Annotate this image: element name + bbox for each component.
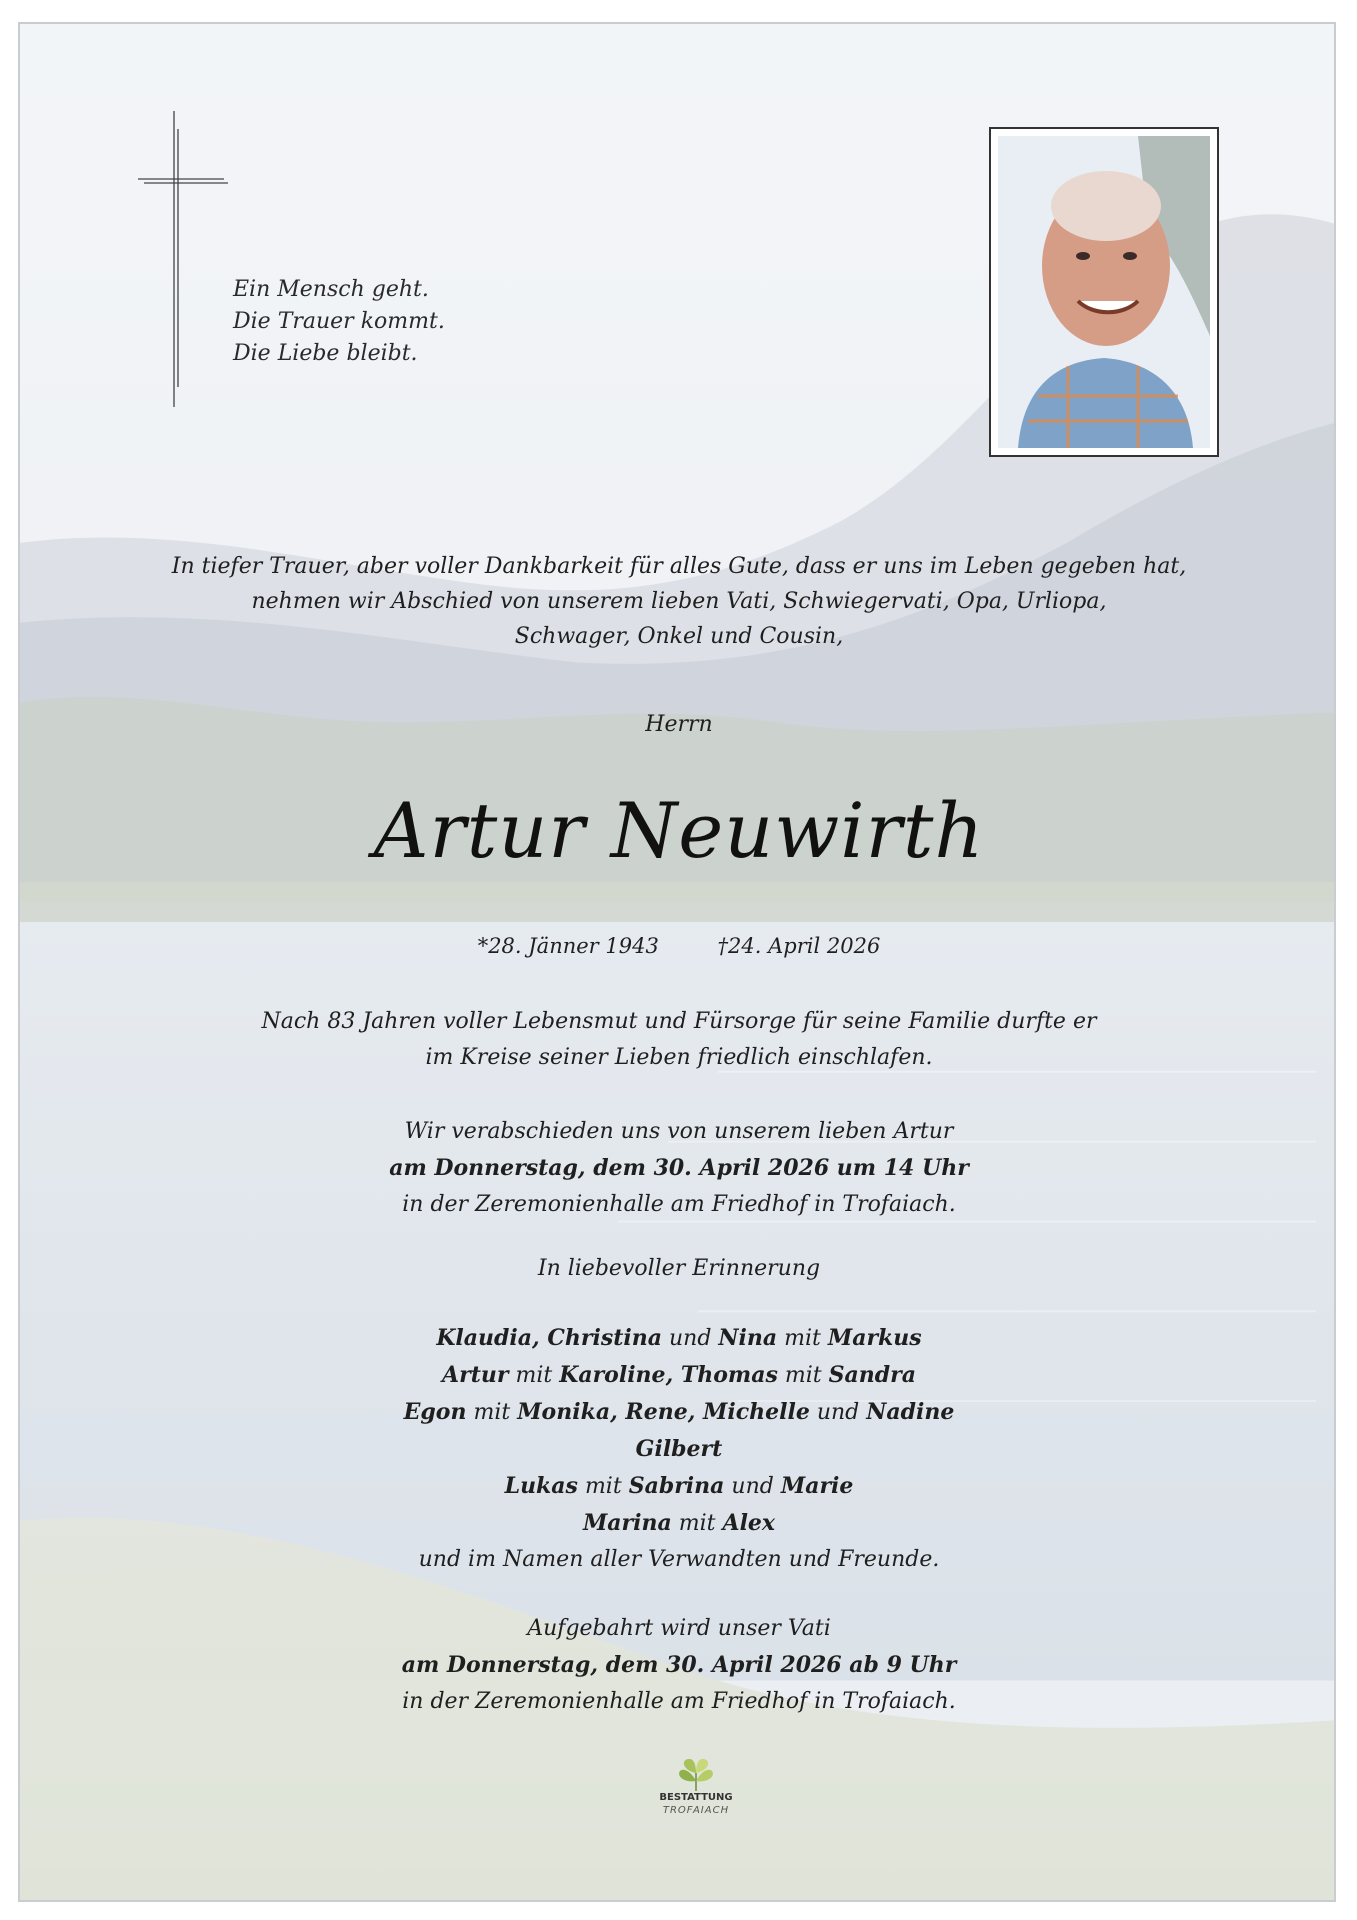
wake-location: in der Zeremonienhalle am Friedhof in Trofaiach. xyxy=(402,1689,956,1714)
logo-line-1: BESTATTUNG xyxy=(659,1792,733,1803)
intro-text xyxy=(20,549,1336,654)
family-row: Marina mit Alex xyxy=(582,1510,776,1536)
logo-line-2: TROFAIACH xyxy=(662,1805,730,1816)
person-portrait-icon xyxy=(998,136,1210,448)
intro-line-1: In tiefer Trauer, aber voller Dankbarkeit für alles Gute, dass er uns im Leben gegeben hat, xyxy=(171,554,1187,579)
portrait-photo xyxy=(989,127,1219,457)
funeral-info xyxy=(20,1114,1336,1223)
family-row: Klaudia, Christina und Nina mit Markus xyxy=(436,1325,922,1351)
life-dates xyxy=(20,934,1336,958)
life-line-1: Nach 83 Jahren voller Lebensmut und Fürsorge für seine Familie durfte er xyxy=(261,1009,1097,1034)
funeral-line-1: Wir verabschieden uns von unserem lieben Artur xyxy=(404,1119,954,1144)
family-row: Gilbert xyxy=(635,1436,723,1462)
funeral-home-logo xyxy=(636,1759,756,1819)
obituary-card xyxy=(18,22,1336,1902)
family-row: Egon mit Monika, Rene, Michelle und Nadine xyxy=(403,1399,955,1425)
wake-line-1: Aufgebahrt wird unser Vati xyxy=(527,1616,831,1641)
life-line-2: im Kreise seiner Lieben friedlich einschlafen. xyxy=(425,1045,933,1070)
family-closing: und im Namen aller Verwandten und Freunde. xyxy=(418,1547,940,1572)
cross-icon xyxy=(138,109,228,409)
wake-info xyxy=(20,1611,1336,1720)
motto-line-3: Die Liebe bleibt. xyxy=(233,341,418,366)
funeral-date: am Donnerstag, dem 30. April 2026 um 14 Uhr xyxy=(389,1155,969,1181)
wake-date: am Donnerstag, dem 30. April 2026 ab 9 Uhr xyxy=(401,1652,957,1678)
motto-line-2: Die Trauer kommt. xyxy=(233,309,445,334)
ginkgo-leaf-icon xyxy=(636,1759,756,1793)
death-date: †24. April 2026 xyxy=(717,934,881,958)
intro-line-2: nehmen wir Abschied von unserem lieben Vati, Schwiegervati, Opa, Urliopa, xyxy=(251,589,1107,614)
family-row: Artur mit Karoline, Thomas mit Sandra xyxy=(442,1362,916,1388)
birth-date: *28. Jänner 1943 xyxy=(477,934,659,958)
motto-line-1: Ein Mensch geht. xyxy=(233,277,429,302)
funeral-location: in der Zeremonienhalle am Friedhof in Trofaiach. xyxy=(402,1192,956,1217)
intro-line-3: Schwager, Onkel und Cousin, xyxy=(514,624,844,649)
life-text xyxy=(20,1004,1336,1076)
family-row: Lukas mit Sabrina und Marie xyxy=(504,1473,854,1499)
family-list xyxy=(20,1320,1336,1578)
memory-line: In liebevoller Erinnerung xyxy=(537,1256,821,1281)
deceased-name: Artur Neuwirth xyxy=(373,786,985,875)
motto xyxy=(233,274,445,370)
salutation: Herrn xyxy=(645,712,713,737)
